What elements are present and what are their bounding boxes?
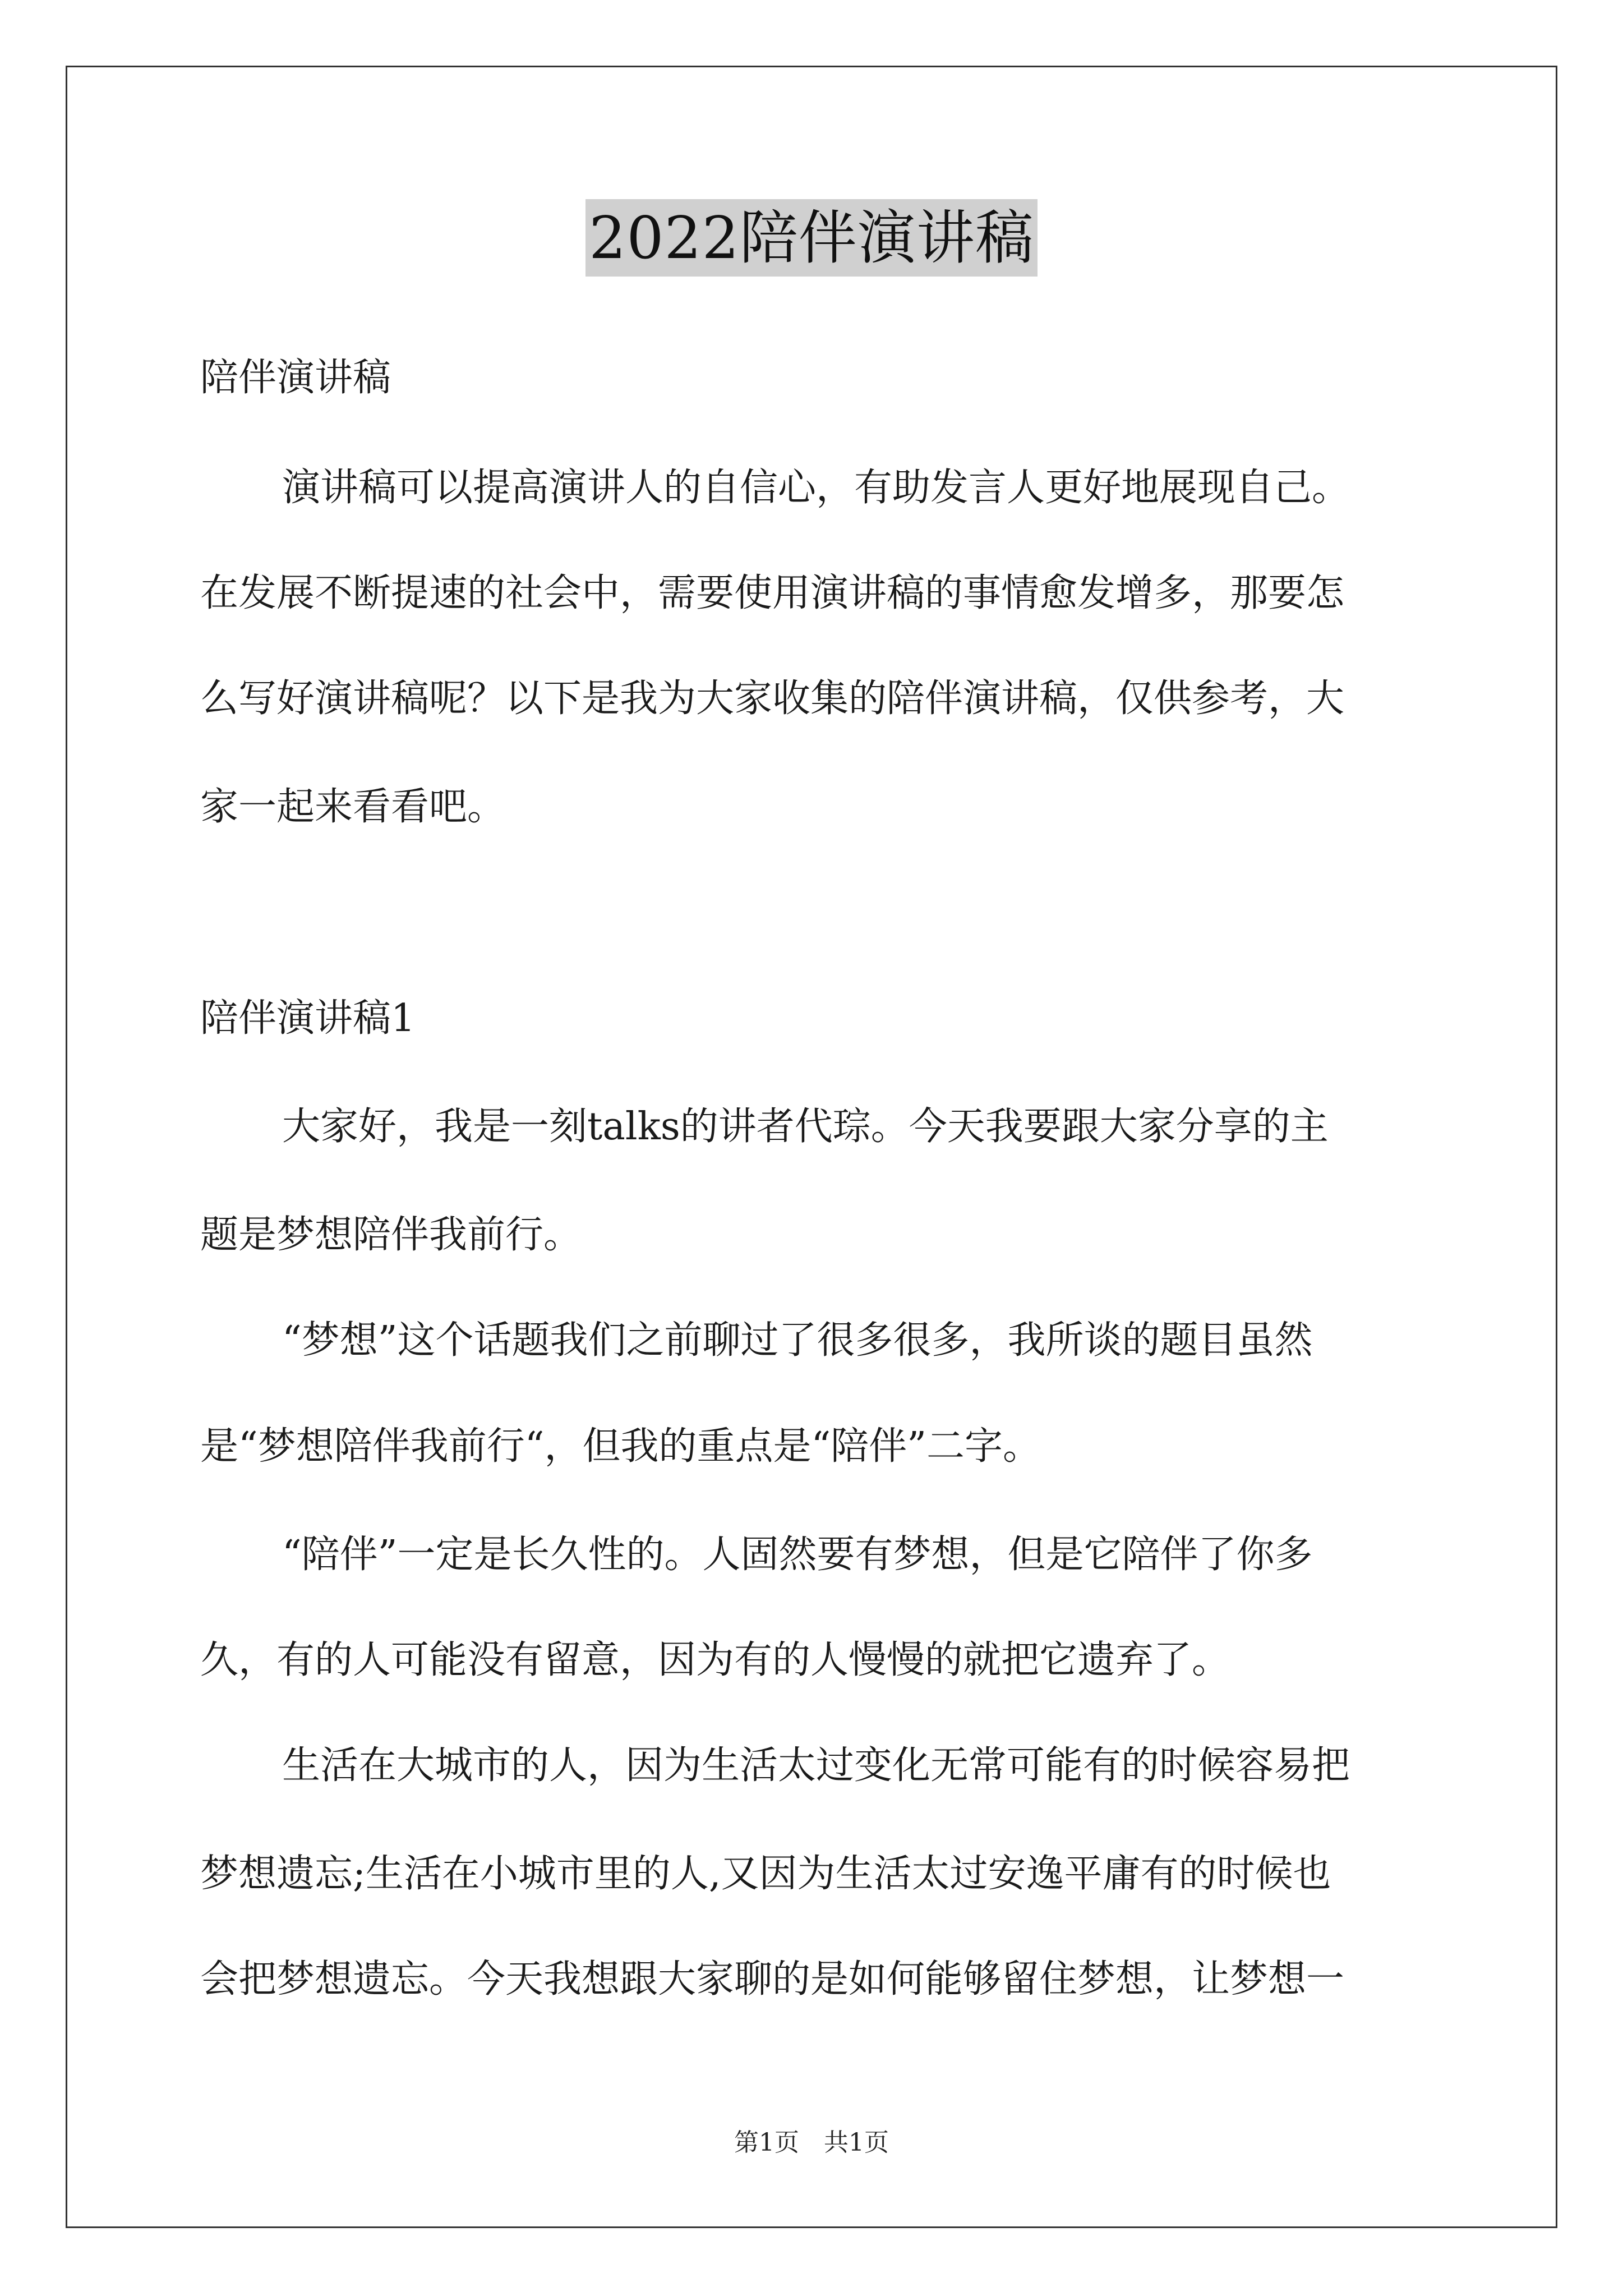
intro-line-3: 么写好演讲稿呢？以下是我为大家收集的陪伴演讲稿，仅供参考，大: [200, 677, 1345, 721]
section-heading-intro: 陪伴演讲稿: [200, 356, 391, 400]
page-footer: [0, 2129, 1623, 2157]
speech1-line-7: 生活在大城市的人，因为生活太过变化无常可能有的时候容易把: [282, 1743, 1350, 1788]
speech1-line-4: 是“梦想陪伴我前行“，但我的重点是“陪伴”二字。: [200, 1424, 1041, 1469]
speech1-line-8: 梦想遗忘;生活在小城市里的人,又因为生活太过安逸平庸有的时候也: [200, 1852, 1331, 1896]
speech1-line-2: 题是梦想陪伴我前行。: [200, 1213, 582, 1257]
speech1-line-5: “陪伴”一定是长久性的。人固然要有梦想，但是它陪伴了你多: [282, 1533, 1313, 1577]
page-number: 第1页: [734, 2128, 799, 2157]
intro-line-2: 在发展不断提速的社会中，需要使用演讲稿的事情愈发增多，那要怎: [200, 571, 1345, 615]
speech1-line-9: 会把梦想遗忘。今天我想跟大家聊的是如何能够留住梦想，让梦想一: [200, 1957, 1345, 2001]
speech1-line-3: “梦想”这个话题我们之前聊过了很多很多，我所谈的题目虽然: [282, 1318, 1313, 1363]
speech1-line-1: 大家好，我是一刻talks的讲者代琮。今天我要跟大家分享的主: [282, 1105, 1329, 1149]
section-heading-speech1: 陪伴演讲稿1: [200, 996, 416, 1041]
title-container: [0, 199, 1623, 277]
document-title: 2022陪伴演讲稿: [585, 199, 1038, 277]
intro-line-1: 演讲稿可以提高演讲人的自信心，有助发言人更好地展现自己。: [282, 466, 1350, 510]
intro-line-4: 家一起来看看吧。: [200, 785, 506, 829]
speech1-line-6: 久，有的人可能没有留意，因为有的人慢慢的就把它遗弃了。: [200, 1638, 1230, 1682]
page-total: 共1页: [824, 2128, 889, 2157]
